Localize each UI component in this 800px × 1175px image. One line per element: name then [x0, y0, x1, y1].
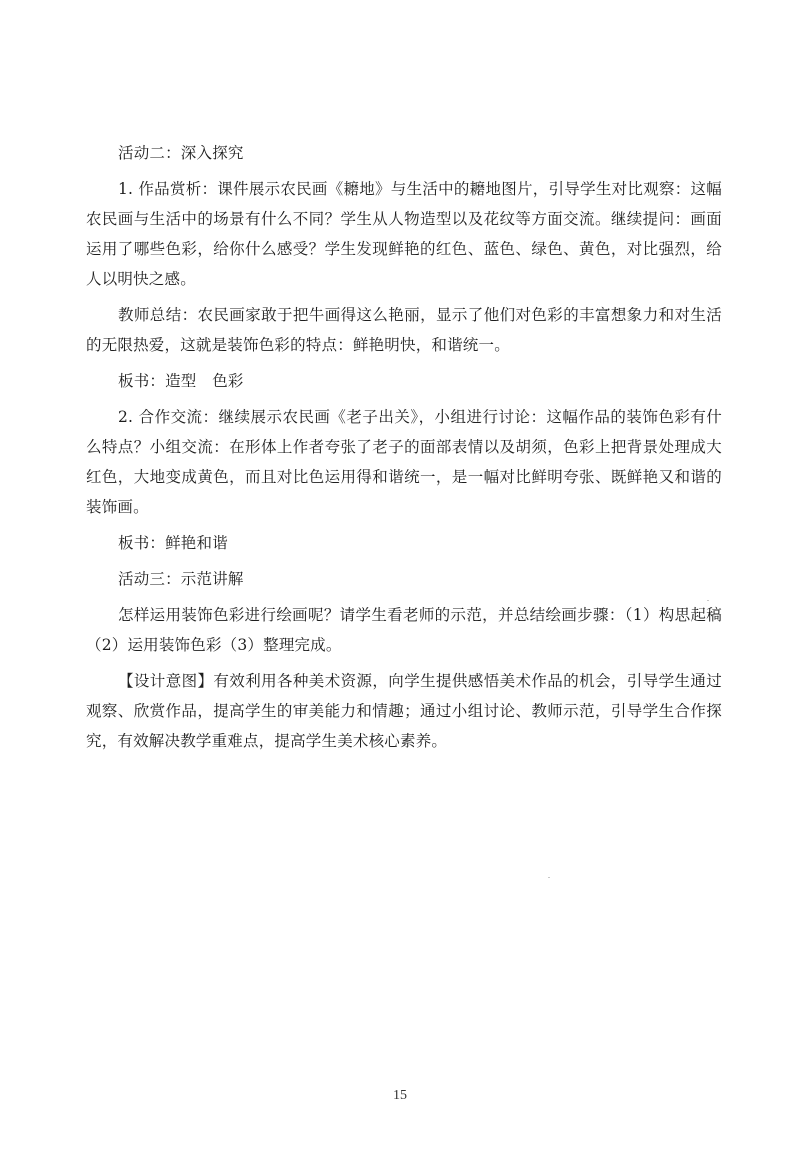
- scan-speck: [548, 877, 550, 878]
- paragraph-teacher-summary: 教师总结：农民画家敢于把牛画得这么艳丽，显示了他们对色彩的丰富想象力和对生活的无限热爱，这就是装饰色彩的特点：鲜艳明快，和谐统一。: [86, 306, 722, 354]
- scan-speck: [707, 600, 709, 601]
- paragraph-artwork-appreciation: 1. 作品赏析：课件展示农民画《耱地》与生活中的耱地图片，引导学生对比观察：这幅农民画与生活中的场景有什么不同？学生从人物造型以及花纹等方面交流。继续提问：画面运用了哪些色彩，给你什么感受？学生发现鲜艳的红色、蓝色、绿色、黄色，对比强烈，给人以明快之感。: [86, 180, 722, 288]
- section-heading-activity-2: 活动二：深入探究: [118, 144, 244, 162]
- board-note-1: 板书：造型 色彩: [118, 372, 244, 390]
- document-body: [86, 138, 722, 756]
- paragraph-cooperation-exchange: 2. 合作交流：继续展示农民画《老子出关》，小组进行讨论：这幅作品的装饰色彩有什么特点？小组交流：在形体上作者夸张了老子的面部表情以及胡须，色彩上把背景处理成大红色，大地变成黄色，而且对比色运用得和谐统一，是一幅对比鲜明夸张、既鲜艳又和谐的装饰画。: [86, 408, 722, 516]
- paragraph-design-intent: 【设计意图】有效利用各种美术资源，向学生提供感悟美术作品的机会，引导学生通过观察、欣赏作品，提高学生的审美能力和情趣；通过小组讨论、教师示范，引导学生合作探究，有效解决教学重难点，提高学生美术核心素养。: [86, 672, 722, 750]
- paragraph-painting-steps: 怎样运用装饰色彩进行绘画呢？请学生看老师的示范，并总结绘画步骤：（1）构思起稿（2）运用装饰色彩（3）整理完成。: [86, 606, 722, 654]
- page-number: 15: [393, 1088, 407, 1103]
- board-note-2: 板书：鲜艳和谐: [118, 534, 228, 552]
- section-heading-activity-3: 活动三：示范讲解: [118, 570, 244, 588]
